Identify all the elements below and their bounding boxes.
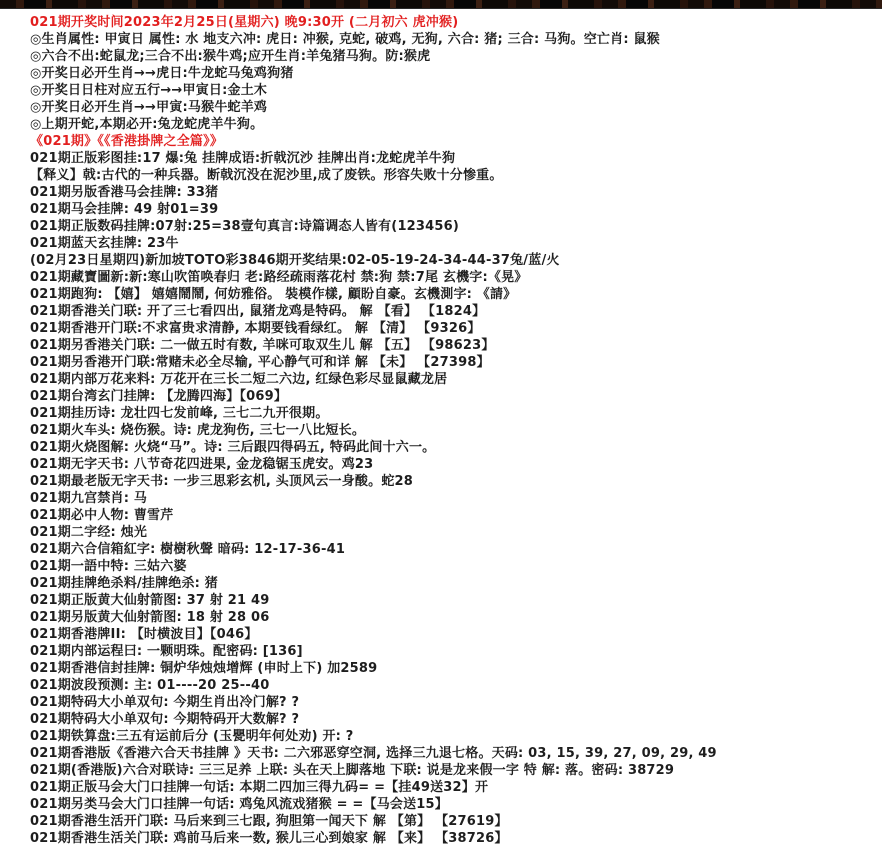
bulletin-line: 021期火烧图解: 火烧“马”。诗: 三后跟四得码五, 特码此间十六一。 — [30, 440, 436, 455]
bulletin-line: 021期内部运程曰: 一颗明珠。配密码: [136] — [30, 644, 303, 659]
bulletin-line: 021期另版黄大仙射箭图: 18 射 28 06 — [30, 610, 270, 625]
bulletin-line: 021期另香港关门联: 二一做五时有数, 羊咪可取双生儿 解 【五】 【98623】 — [30, 338, 495, 353]
bulletin-line: 021期必中人物: 曹雪芹 — [30, 508, 174, 523]
bulletin-line: 021期正版马会大门口挂牌一句话: 本期二四加三得九码= =【挂49送32】开 — [30, 780, 489, 795]
bulletin-line: ◎上期开蛇,本期必开:兔龙蛇虎羊牛狗。 — [30, 117, 264, 132]
bulletin-line: 021期最老版无字天书: 一步三思彩玄机, 头顶风云一身酸。蛇28 — [30, 474, 414, 489]
bulletin-line: 021期另类马会大门口挂牌一句话: 鸡兔风流戏猪猴 = =【马会送15】 — [30, 797, 448, 812]
bulletin-line: 021期特码大小单双句: 今期特码开大数解? ? — [30, 712, 300, 727]
bulletin-line: ◎开奖日必开生肖→→虎日:牛龙蛇马兔鸡狗猪 — [30, 66, 294, 81]
bulletin-line: 021期蓝天玄挂牌: 23牛 — [30, 236, 179, 251]
bulletin-line: 021期一語中特: 三姑六婆 — [30, 559, 187, 574]
bulletin-line: 021期特码大小单双句: 今期生肖出冷门解? ? — [30, 695, 300, 710]
bulletin-heading-line: 021期开奖时间2023年2月25日(星期六) 晚9:30开 (二月初六 虎冲猴) — [30, 15, 459, 30]
bulletin-line: (02月23日星期四)新加坡TOTO彩3846期开奖结果:02-05-19-24-34-44-37兔/蓝/火 — [30, 253, 560, 268]
bulletin-line: ◎开奖日必开生肖→→甲寅:马猴牛蛇羊鸡 — [30, 100, 268, 115]
bulletin-line: 021期另香港开门联:常赌未必全尽输, 平心静气可和详 解 【未】 【27398】 — [30, 355, 490, 370]
bulletin-line: 021期马会挂牌: 49 射01=39 — [30, 202, 219, 217]
bulletin-heading-line: 《021期》《《香港掛牌之全篇》》 — [30, 134, 224, 149]
bulletin-line: 021期香港生活开门联: 马后来到三七跟, 狗胆第一闻天下 解 【第】 【27619】 — [30, 814, 508, 829]
bulletin-line: 021期无字天书: 八节奇花四进果, 金龙稳锯玉虎安。鸡23 — [30, 457, 374, 472]
bulletin-line: 021期香港关门联: 开了三七看四出, 鼠猪龙鸡是特码。 解 【看】 【1824】 — [30, 304, 486, 319]
bulletin-line: 021期正版彩图挂:17 爆:兔 挂牌成语:折戟沉沙 挂牌出肖:龙蛇虎羊牛狗 — [30, 151, 456, 166]
bulletin-line: 021期香港开门联:不求富贵求清静, 本期要钱看绿红。 解 【清】 【9326】 — [30, 321, 481, 336]
bulletin-line: 021期内部万花来料: 万花开在三长二短二六边, 红绿色彩尽显鼠藏龙居 — [30, 372, 448, 387]
bulletin-line: 【释义】戟:古代的一种兵器。断戟沉没在泥沙里,成了废铁。形容失败十分惨重。 — [30, 168, 503, 183]
bulletin-line: 021期火车头: 烧伤猴。诗: 虎龙狗伤, 三七一八比短长。 — [30, 423, 366, 438]
bulletin-line: 021期九宫禁肖: 马 — [30, 491, 148, 506]
bulletin-line: 021期台湾玄门挂牌: 【龙腾四海】【069】 — [30, 389, 288, 404]
bulletin-line: 021期藏寶圖新:新:寒山吹笛唤春归 老:路经疏雨落花村 禁:狗 禁:7尾 玄機字:《晃》 — [30, 270, 528, 285]
bulletin-line: 021期香港版《香港六合天书挂牌 》天书: 二六邪恶穿空洞, 选择三九退七格。天码: 03, 15, 39, 27, 09, 29, 49 — [30, 746, 717, 761]
bulletin-line: 021期(香港版)六合对联诗: 三三足养 上联: 头在天上脚落地 下联: 说是龙来假一字 特 解: 落。密码: 38729 — [30, 763, 675, 778]
bulletin-line: ◎六合不出:蛇鼠龙;三合不出:猴牛鸡;应开生肖:羊兔猪马狗。防:猴虎 — [30, 49, 431, 64]
bulletin-line: 021期波段预测: 主: 01----20 25--40 — [30, 678, 270, 693]
bulletin-line: 021期六合信箱紅字: 樹樹秋聲 暗码: 12-17-36-41 — [30, 542, 346, 557]
bulletin-line: 021期正版数码挂牌:07射:25=38壹句真言:诗篇调态人皆有(123456) — [30, 219, 460, 234]
top-border-strip — [0, 0, 882, 9]
bulletin-line: 021期香港信封挂牌: 铜炉华烛烛增辉 (申时上下) 加2589 — [30, 661, 378, 676]
bulletin-line: 021期香港牌II: 【时横波目】【046】 — [30, 627, 258, 642]
bulletin-line: ◎开奖日日柱对应五行→→甲寅日:金土木 — [30, 83, 268, 98]
bulletin-line: 021期挂牌绝杀料/挂牌绝杀: 猪 — [30, 576, 219, 591]
bulletin-line: 021期另版香港马会挂牌: 33猪 — [30, 185, 219, 200]
bulletin-line: 021期铁算盘:三五有运前后分 (玉甖明年何处劝) 开: ? — [30, 729, 354, 744]
bulletin-line: 021期跑狗: 【嬉】 嬉嬉鬧鬧, 何妨雅俗。 裝模作樣, 顧盼自豪。玄機測字: 《請》 — [30, 287, 517, 302]
bulletin-line: 021期挂历诗: 龙壮四七发前峰, 三七二九开很期。 — [30, 406, 329, 421]
bulletin-line: ◎生肖属性: 甲寅日 属性: 水 地支六冲: 虎日: 冲猴, 克蛇, 破鸡, 无狗, 六合: 猪; 三合: 马狗。空亡肖: 鼠猴 — [30, 32, 660, 47]
bulletin-line: 021期正版黄大仙射箭图: 37 射 21 49 — [30, 593, 270, 608]
bulletin-line: 021期香港生活关门联: 鸡前马后来一数, 猴儿三心到娘家 解 【来】 【38726】 — [30, 831, 508, 845]
bulletin-body — [0, 9, 882, 845]
bulletin-line: 021期二字经: 烛光 — [30, 525, 148, 540]
